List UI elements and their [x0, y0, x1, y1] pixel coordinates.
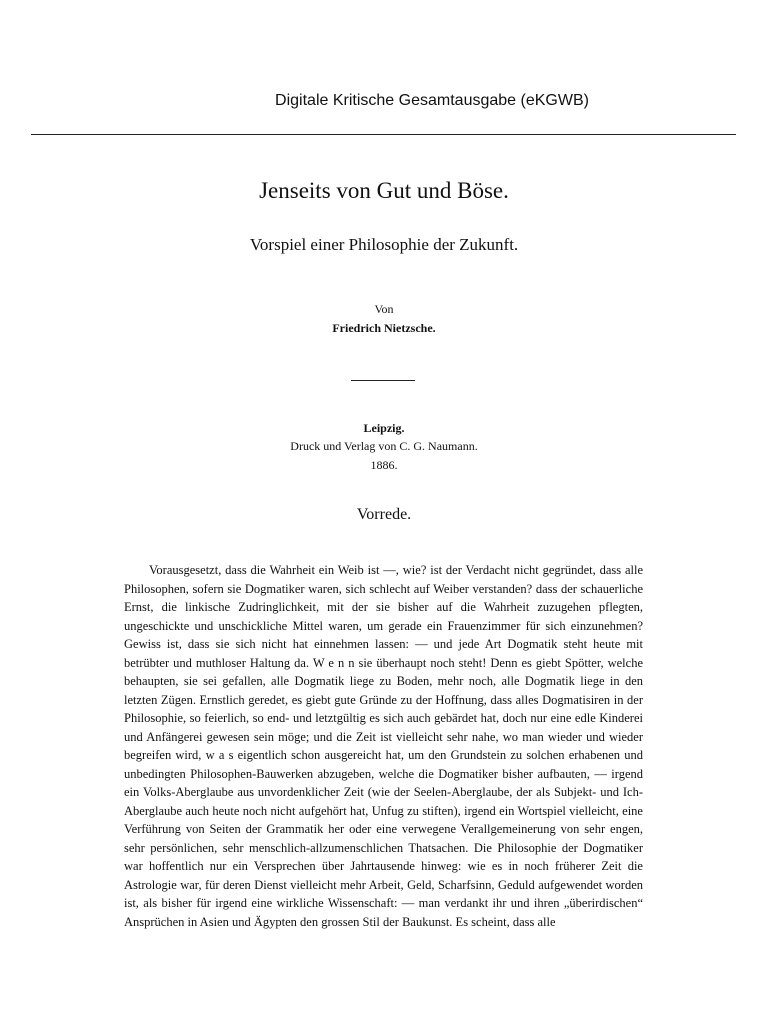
- author-name: Friedrich Nietzsche.: [332, 321, 436, 335]
- header-divider: [31, 134, 736, 135]
- book-subtitle: Vorspiel einer Philosophie der Zukunft.: [249, 235, 519, 254]
- preface-paragraph: Vorausgesetzt, dass die Wahrheit ein Weib ist —, wie? ist der Verdacht nicht gegründet, dass alle Philosophen, sofern sie Dogmatiker waren, sich schlecht auf Weiber verstanden? dass der schauerliche Ernst, die linkische Zudringlichkeit, mit der sie bisher auf die Wahrheit zuzugehen pflegten, ungeschickte und unschickliche Mittel waren, um gerade ein Frauenzimmer für sich einzunehmen? Gewiss ist, dass sie sich nicht hat einnehmen lassen: — und jede Art Dogmatik steht heute mit betrübter und muthloser Haltung da. W e n n sie überhaupt noch steht! Denn es giebt Spötter, welche behaupten, sie sei gefallen, alle Dogmatik liege zu Boden, mehr noch, alle Dogmatik liege in den letzten Zügen. Ernstlich geredet, es giebt gute Gründe zu der Hoffnung, dass alles Dogmatisiren in der Philosophie, so feierlich, so end- und letztgültig es sich auch gebärdet hat, doch nur eine edle Kinderei und Anfängerei gewesen sein möge; und die Zeit ist vielleicht sehr nahe, wo man wieder und wieder begreifen wird, w a s eigentlich schon ausgereicht hat, um den Grundstein zu solchen erhabenen und unbedingten Philosophen-Bauwerken abzugeben, welche die Dogmatiker bisher aufbauten, — irgend ein Volks-Aberglaube aus unvordenklicher Zeit (wie der Seelen-Aberglaube, der als Subjekt- und Ich-Aberglaube auch heute noch nicht aufgehört hat, Unfug zu stiften), irgend ein Wortspiel vielleicht, eine Verführung von Seiten der Grammatik her oder eine verwegene Verallgemeinerung von sehr engen, sehr persönlichen, sehr menschlich-allzumenschlichen Thatsachen. Die Philosophie der Dogmatiker war hoffentlich nur ein Versprechen über Jahrtausende hinweg: wie es in noch früherer Zeit die Astrologie war, für deren Dienst vielleicht mehr Arbeit, Geld, Scharfsinn, Geduld aufgewendet worden ist, als bisher für irgend eine wirkliche Wissenschaft: — man verdankt ihr und ihren „überirdischen“ Ansprüchen in Asien und Ägypten den grossen Stil der Baukunst. Es scheint, dass alle: [124, 563, 643, 929]
- preface-heading: Vorrede.: [356, 506, 412, 523]
- publication-year: 1886.: [370, 458, 398, 472]
- title-page-divider: [351, 380, 415, 381]
- edition-header: Digitale Kritische Gesamtausgabe (eKGWB): [275, 92, 589, 109]
- by-label: Von: [374, 302, 394, 316]
- publisher-line: Druck und Verlag von C. G. Naumann.: [290, 439, 478, 453]
- publication-place: Leipzig.: [363, 421, 405, 435]
- book-title: Jenseits von Gut und Böse.: [259, 178, 509, 203]
